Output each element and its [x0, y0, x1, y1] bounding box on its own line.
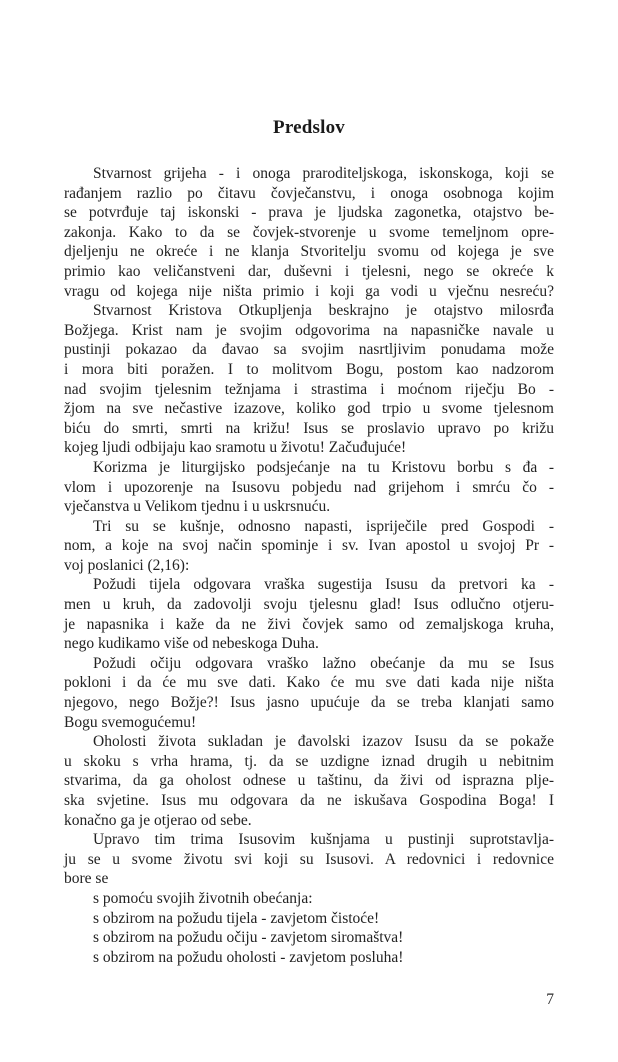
- text-line: djeljenju ne okreće i ne klanja Stvoritelju svomu od kojega je sve: [64, 243, 554, 261]
- text-line: vlom i upozorenje na Isusovu pobjedu nad grijehom i smrću čo -: [64, 478, 554, 496]
- text-line: ska svjetine. Isus mu odgovara da ne iskušava Gospodina Boga! I: [64, 792, 554, 809]
- text-line: kojeg ljudi odbijaju kao sramotu u životu! Začuđujuće!: [64, 439, 407, 457]
- text-line: Korizma je liturgijsko podsjećanje na tu Kristovu borbu s đa -: [93, 458, 554, 476]
- text-line: Požudi očiju odgovara vraško lažno obećanje da mu se Isus: [93, 654, 554, 672]
- text-line: Božjega. Krist nam je svojim odgovorima na napasničke navale u: [64, 321, 554, 339]
- text-line: voj poslanici (2,16):: [64, 556, 190, 574]
- text-line: se potvrđuje taj iskonski - prava je ljudska zagonetka, otajstvo be-: [64, 204, 554, 222]
- text-line: pustinji pokazao da đavao sa svojim nasrtljivim ponudama može: [64, 341, 554, 359]
- text-line: Stvarnost grijeha - i onoga praroditeljskoga, iskonskoga, koji se: [93, 165, 554, 182]
- page-title: Predslov: [273, 117, 345, 138]
- text-line: s obzirom na požudu oholosti - zavjetom posluha!: [93, 948, 404, 966]
- text-line: Upravo tim trima Isusovim kušnjama u pustinji suprotstavlja-: [93, 831, 554, 849]
- text-line: zakonja. Kako to da se čovjek-stvorenje u svome temeljnom opre-: [64, 223, 554, 241]
- text-line: primio kao veličanstveni dar, duševni i tjelesni, nego se okreće k: [64, 262, 554, 280]
- text-line: biću do smrti, smrti na križu! Isus se proslavio upravo po križu: [64, 419, 554, 437]
- text-line: men u kruh, da zadovolji svoju tjelesnu glad! Isus odlučno otjeru-: [64, 596, 554, 614]
- text-line: bore se: [64, 870, 109, 888]
- text-line: je napasnika i kaže da ne živi čovjek samo od zemaljskoga kruha,: [64, 615, 554, 633]
- text-line: vragu od kojega nije ništa primio i koji ga vodi u vječnu nesreću?: [64, 282, 554, 300]
- text-line: stvarima, da ga oholost odnese u taštinu, da živi od isprazna plje-: [64, 772, 554, 790]
- text-line: ju se u svome životu svi koji su Isusovi. A redovnici i redovnice: [64, 850, 554, 868]
- text-line: nad svojim tjelesnim težnjama i strastima i moćnom riječju Bo -: [64, 380, 554, 398]
- page-number: 7: [546, 991, 554, 1008]
- text-line: vječanstva u Velikom tjednu i u uskrsnuću.: [64, 498, 331, 516]
- text-line: u skoku s vrha hrama, tj. da se uzdigne iznad drugih u nebitnim: [64, 752, 554, 770]
- text-block: [64, 0, 554, 967]
- text-line: Oholosti života sukladan je đavolski izazov Isusu da se pokaže: [93, 733, 554, 751]
- text-line: rađanjem razlio po čitavu čovječanstvu, i onoga osobnoga kojim: [64, 184, 554, 202]
- text-line: Bogu svemogućemu!: [64, 713, 197, 731]
- text-line: Požudi tijela odgovara vraška sugestija Isusu da pretvori ka -: [93, 576, 554, 594]
- text-line: pokloni i da će mu sve dati. Kako će mu sve dati kada nije ništa: [64, 674, 554, 692]
- text-line: njegovo, nego Božje?! Isus jasno upućuje da se treba klanjati samo: [64, 694, 554, 712]
- body-text: [64, 164, 554, 967]
- text-line: Tri su se kušnje, odnosno napasti, ispriječile pred Gospodi -: [93, 517, 554, 535]
- text-line: nego kudikamo više od nebeskoga Duha.: [64, 635, 319, 653]
- text-line: Stvarnost Kristova Otkupljenja beskrajno je otajstvo milosrđa: [93, 302, 554, 320]
- text-line: s obzirom na požudu očiju - zavjetom siromaštva!: [93, 929, 404, 947]
- text-line: s obzirom na požudu tijela - zavjetom čistoće!: [93, 909, 380, 927]
- text-line: s pomoću svojih životnih obećanja:: [93, 889, 313, 907]
- text-line: konačno ga je otjerao od sebe.: [64, 811, 252, 829]
- text-line: nom, a koje na svoj način spominje i sv. Ivan apostol u svojoj Pr -: [64, 537, 554, 555]
- text-line: i mora biti poražen. I to molitvom Bogu, postom kao nadzorom: [64, 360, 554, 378]
- text-line: žjom na sve nečastive izazove, koliko god trpio u svome tjelesnom: [64, 400, 554, 418]
